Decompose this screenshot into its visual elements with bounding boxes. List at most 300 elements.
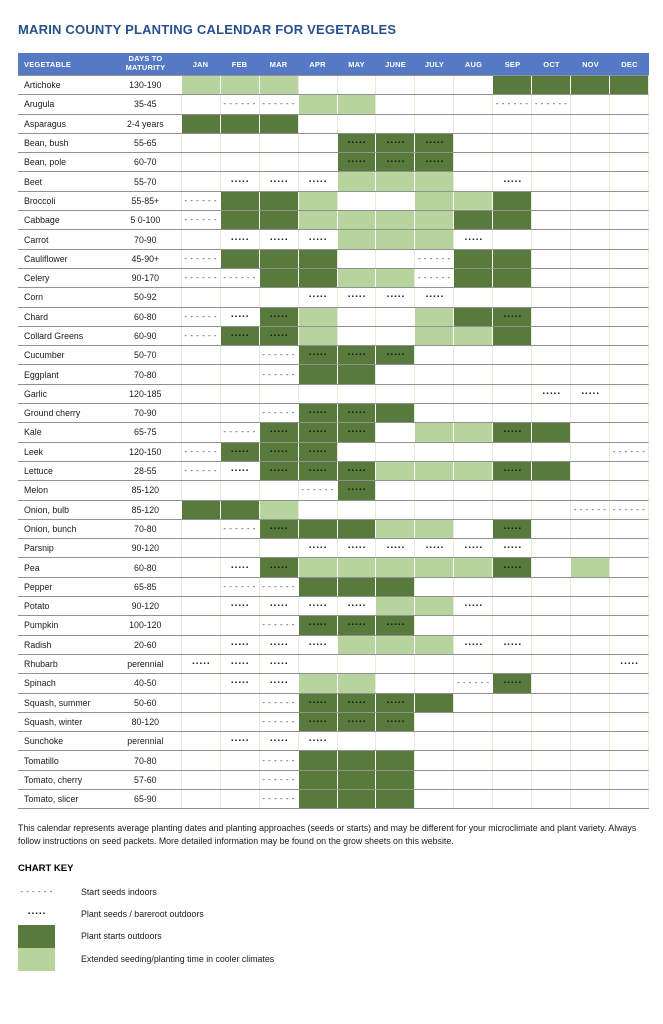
month-cell	[375, 346, 414, 364]
month-cell	[531, 674, 570, 692]
month-cell	[337, 578, 376, 596]
month-cell	[181, 365, 220, 383]
month-cell	[453, 636, 492, 654]
start-seeds-indoors-symbol: - - - - - -	[223, 273, 256, 283]
key-dashes-symbol	[18, 888, 55, 896]
month-cell	[220, 115, 259, 133]
month-cell	[609, 539, 648, 557]
month-cell	[492, 597, 531, 615]
month-cell	[414, 250, 453, 268]
vegetable-name: Sunchoke	[24, 736, 64, 747]
vegetable-name: Onion, bunch	[24, 523, 77, 534]
days-to-maturity-value: 20-60	[134, 639, 157, 650]
month-cell	[375, 327, 414, 345]
plant-seeds-outdoors-symbol: ▪▪▪▪▪	[309, 603, 328, 610]
plant-seeds-outdoors-symbol: ▪▪▪▪▪	[425, 159, 445, 166]
month-cell	[453, 76, 492, 94]
days-to-maturity-value: 70-80	[134, 369, 157, 380]
month-cell	[570, 423, 609, 441]
vegetable-name: Pumpkin	[24, 620, 59, 631]
month-cell	[492, 269, 531, 287]
month-cell	[492, 481, 531, 499]
plant-seeds-outdoors-symbol: ▪▪▪▪▪	[309, 738, 328, 745]
month-cell	[570, 346, 609, 364]
month-cell	[337, 134, 376, 152]
start-seeds-indoors-symbol: - - - - - -	[184, 446, 218, 456]
plant-seeds-outdoors-symbol: ▪▪▪▪▪	[464, 603, 484, 610]
month-cell	[453, 192, 492, 210]
month-cell	[570, 655, 609, 673]
plant-seeds-outdoors-symbol: ▪▪▪▪▪	[231, 313, 250, 320]
days-to-maturity-value: 65-90	[134, 794, 157, 805]
month-cell	[375, 694, 414, 712]
month-cell	[337, 230, 376, 248]
plant-seeds-outdoors-symbol: ▪▪▪▪▪	[270, 429, 289, 436]
month-cell	[337, 211, 376, 229]
month-cell	[453, 694, 492, 712]
start-seeds-indoors-symbol: - - - - - -	[223, 523, 256, 533]
month-cell	[609, 751, 648, 769]
plant-seeds-outdoors-symbol: ▪▪▪▪▪	[503, 429, 523, 436]
month-cell	[375, 250, 414, 268]
month-cell	[492, 288, 531, 306]
month-cell	[609, 230, 648, 248]
days-to-maturity-value: 55-85+	[131, 195, 160, 206]
month-cell	[181, 153, 220, 171]
month-cell	[609, 462, 648, 480]
days-to-maturity-value: 5 0-100	[130, 215, 161, 226]
days-to-maturity-value: 50-92	[134, 292, 157, 303]
month-cell	[531, 230, 570, 248]
days-to-maturity-value: 100-120	[129, 620, 162, 631]
month-cell	[609, 76, 648, 94]
month-cell	[492, 713, 531, 731]
days-to-maturity-value: 85-120	[131, 504, 159, 515]
month-cell	[220, 95, 259, 113]
month-cell	[259, 95, 298, 113]
table-row	[18, 152, 649, 171]
month-cell	[492, 134, 531, 152]
month-cell	[570, 76, 609, 94]
month-cell	[220, 558, 259, 576]
table-row	[18, 191, 649, 210]
vegetable-name: Potato	[24, 601, 50, 612]
month-cell	[298, 211, 337, 229]
month-cell	[337, 597, 376, 615]
month-cell	[570, 230, 609, 248]
plant-seeds-outdoors-symbol: ▪▪▪▪▪	[542, 390, 562, 397]
start-seeds-indoors-symbol: - - - - - -	[262, 774, 295, 784]
month-cell	[337, 655, 376, 673]
month-cell	[375, 211, 414, 229]
month-cell	[375, 192, 414, 210]
month-cell	[181, 308, 220, 326]
month-cell	[298, 385, 337, 403]
month-cell	[414, 230, 453, 248]
table-row	[18, 75, 649, 94]
plant-seeds-outdoors-symbol: ▪▪▪▪▪	[503, 178, 523, 185]
chart-key-label: Plant starts outdoors	[81, 931, 162, 942]
month-cell	[453, 462, 492, 480]
key-dots-symbol	[18, 911, 55, 917]
month-cell	[531, 655, 570, 673]
start-seeds-indoors-symbol: - - - - - -	[612, 504, 646, 514]
days-to-maturity-value: 65-85	[134, 581, 157, 592]
month-headers	[181, 60, 649, 69]
table-row	[18, 307, 649, 326]
month-cell	[298, 790, 337, 808]
vegetable-name: Asparagus	[24, 118, 67, 129]
month-cell	[453, 95, 492, 113]
month-cell	[453, 385, 492, 403]
month-cell	[414, 153, 453, 171]
month-cell	[414, 327, 453, 345]
month-cell	[453, 404, 492, 422]
month-cell	[181, 172, 220, 190]
month-cell	[375, 288, 414, 306]
month-cell	[259, 404, 298, 422]
month-cell	[337, 327, 376, 345]
table-row	[18, 615, 649, 634]
plant-seeds-outdoors-symbol: ▪▪▪▪▪	[347, 140, 367, 147]
month-cell	[298, 346, 337, 364]
days-to-maturity-value: 57-60	[134, 774, 157, 785]
month-cell	[337, 732, 376, 750]
days-to-maturity-value: 35-45	[134, 99, 157, 110]
month-cell	[492, 211, 531, 229]
month-cell	[414, 655, 453, 673]
month-cell	[531, 443, 570, 461]
month-cell	[375, 558, 414, 576]
vegetable-name: Lettuce	[24, 466, 53, 477]
month-cell	[375, 520, 414, 538]
table-row	[18, 229, 649, 248]
month-header: FEB	[231, 59, 248, 69]
plant-seeds-outdoors-symbol: ▪▪▪▪▪	[309, 699, 328, 706]
days-to-maturity-value: 65-75	[134, 427, 157, 438]
month-cell	[259, 771, 298, 789]
month-cell	[492, 153, 531, 171]
month-cell	[531, 346, 570, 364]
table-row	[18, 171, 649, 190]
month-cell	[414, 385, 453, 403]
month-cell	[453, 674, 492, 692]
month-cell	[375, 365, 414, 383]
plant-seeds-outdoors-symbol: ▪▪▪▪▪	[386, 718, 406, 725]
month-cell	[570, 115, 609, 133]
month-cell	[337, 558, 376, 576]
month-cell	[414, 597, 453, 615]
month-cell	[375, 616, 414, 634]
days-to-maturity-value: 28-55	[134, 466, 157, 477]
month-cell	[259, 462, 298, 480]
days-to-maturity-value: 40-50	[134, 678, 157, 689]
month-cell	[531, 423, 570, 441]
month-cell	[181, 674, 220, 692]
month-cell	[531, 134, 570, 152]
month-cell	[259, 481, 298, 499]
month-cell	[453, 520, 492, 538]
month-cell	[181, 790, 220, 808]
plant-seeds-outdoors-symbol: ▪▪▪▪▪	[231, 333, 250, 339]
days-to-maturity-value: 80-120	[131, 716, 159, 727]
month-cell	[570, 365, 609, 383]
month-cell	[414, 520, 453, 538]
start-seeds-indoors-symbol: - - - - - -	[262, 794, 295, 804]
month-cell	[259, 365, 298, 383]
month-cell	[414, 95, 453, 113]
month-cell	[609, 327, 648, 345]
month-cell	[181, 385, 220, 403]
plant-seeds-outdoors-symbol: ▪▪▪▪▪	[347, 294, 367, 301]
vegetable-name: Ground cherry	[24, 408, 81, 419]
vegetable-name: Squash, winter	[24, 716, 83, 727]
vegetable-name: Artichoke	[24, 80, 61, 91]
month-cell	[609, 250, 648, 268]
month-cell	[259, 250, 298, 268]
month-cell	[414, 751, 453, 769]
month-cell	[298, 501, 337, 519]
chart-key-label: Plant seeds / bareroot outdoors	[81, 908, 204, 919]
month-cell	[570, 153, 609, 171]
plant-seeds-outdoors-symbol: ▪▪▪▪▪	[231, 178, 250, 185]
month-cell	[259, 558, 298, 576]
plant-seeds-outdoors-symbol: ▪▪▪▪▪	[270, 603, 289, 610]
days-to-maturity-value: 130-190	[129, 80, 162, 91]
month-header: AUG	[464, 59, 483, 69]
month-cell	[414, 269, 453, 287]
month-header: APR	[309, 59, 326, 69]
month-cell	[337, 539, 376, 557]
start-seeds-indoors-symbol: - - - - - -	[184, 253, 218, 263]
plant-seeds-outdoors-symbol: ▪▪▪▪▪	[425, 294, 445, 301]
month-cell	[375, 578, 414, 596]
plant-seeds-outdoors-symbol: ▪▪▪▪▪	[347, 718, 367, 725]
month-cell	[609, 269, 648, 287]
month-cell	[375, 655, 414, 673]
plant-seeds-outdoors-symbol: ▪▪▪▪▪	[503, 313, 523, 320]
month-cell	[609, 501, 648, 519]
month-cell	[531, 172, 570, 190]
month-cell	[453, 115, 492, 133]
month-cell	[337, 423, 376, 441]
days-to-maturity-value: 55-65	[134, 138, 157, 149]
month-cell	[220, 501, 259, 519]
month-cell	[453, 172, 492, 190]
month-cell	[492, 443, 531, 461]
plant-seeds-outdoors-symbol: ▪▪▪▪▪	[270, 738, 289, 745]
month-cell	[298, 674, 337, 692]
month-cell	[181, 327, 220, 345]
month-cell	[375, 790, 414, 808]
vegetable-name: Cabbage	[24, 215, 60, 226]
month-cell	[375, 269, 414, 287]
vegetable-name: Eggplant	[24, 369, 59, 380]
plant-seeds-outdoors-symbol: ▪▪▪▪▪	[309, 410, 328, 417]
start-seeds-indoors-symbol: - - - - - -	[262, 620, 295, 630]
start-seeds-indoors-symbol: - - - - - -	[184, 215, 218, 225]
month-cell	[570, 636, 609, 654]
month-cell	[609, 365, 648, 383]
month-cell	[337, 520, 376, 538]
month-cell	[298, 655, 337, 673]
month-cell	[492, 327, 531, 345]
month-cell	[337, 771, 376, 789]
month-cell	[531, 751, 570, 769]
month-cell	[181, 713, 220, 731]
days-to-maturity-value: 70-80	[134, 755, 157, 766]
plant-seeds-outdoors-symbol: ▪▪▪▪▪	[309, 236, 328, 243]
start-seeds-indoors-symbol: - - - - - -	[184, 195, 218, 205]
month-cell	[531, 250, 570, 268]
month-cell	[181, 578, 220, 596]
month-cell	[492, 790, 531, 808]
month-cell	[181, 636, 220, 654]
month-cell	[492, 539, 531, 557]
month-cell	[570, 539, 609, 557]
month-cell	[181, 520, 220, 538]
month-cell	[337, 481, 376, 499]
month-cell	[609, 655, 648, 673]
month-cell	[298, 172, 337, 190]
month-cell	[609, 520, 648, 538]
month-cell	[259, 520, 298, 538]
month-cell	[570, 211, 609, 229]
vegetable-name: Parsnip	[24, 543, 54, 554]
vegetable-name: Chard	[24, 311, 48, 322]
plant-seeds-outdoors-symbol: ▪▪▪▪▪	[386, 545, 406, 552]
month-cell	[609, 404, 648, 422]
days-to-maturity-value: 50-70	[134, 350, 157, 361]
month-cell	[181, 192, 220, 210]
month-cell	[453, 327, 492, 345]
vegetable-name: Arugula	[24, 99, 55, 110]
table-row	[18, 654, 649, 673]
chart-key-title: CHART KEY	[18, 862, 74, 874]
month-cell	[414, 732, 453, 750]
month-cell	[531, 288, 570, 306]
plant-seeds-outdoors-symbol: ▪▪▪▪▪	[347, 159, 367, 166]
month-cell	[181, 346, 220, 364]
month-cell	[220, 172, 259, 190]
chart-key-item	[18, 903, 649, 925]
days-to-maturity-value: 90-120	[131, 543, 159, 554]
month-cell	[453, 423, 492, 441]
month-cell	[609, 443, 648, 461]
month-cell	[414, 443, 453, 461]
plant-seeds-outdoors-symbol: ▪▪▪▪▪	[309, 468, 328, 475]
footer-note: This calendar represents average planting dates and planting approaches (seeds or starts) and may be different for your microclimate and plant variety. Always follow instructions on seed packets. More detailed information may be found on the grow sheets on this website.	[18, 823, 637, 847]
month-header: SEP	[504, 59, 521, 69]
month-cell	[375, 404, 414, 422]
chart-key-item	[18, 881, 649, 903]
month-cell	[298, 115, 337, 133]
month-cell	[220, 694, 259, 712]
month-cell	[492, 558, 531, 576]
table-row	[18, 480, 649, 499]
month-cell	[298, 462, 337, 480]
days-to-maturity-value: 90-170	[131, 273, 159, 284]
plant-seeds-outdoors-symbol: ▪▪▪▪▪	[386, 140, 406, 147]
plant-seeds-outdoors-symbol: ▪▪▪▪▪	[464, 641, 484, 648]
month-cell	[492, 230, 531, 248]
vegetable-column-header: VEGETABLE	[24, 59, 72, 69]
month-cell	[570, 385, 609, 403]
month-cell	[259, 539, 298, 557]
table-row	[18, 422, 649, 441]
month-cell	[609, 95, 648, 113]
table-row	[18, 326, 649, 345]
month-cell	[492, 404, 531, 422]
start-seeds-indoors-symbol: - - - - - -	[262, 369, 295, 379]
month-cell	[375, 172, 414, 190]
month-cell	[220, 385, 259, 403]
plant-seeds-outdoors-symbol: ▪▪▪▪▪	[620, 661, 640, 668]
calendar-body	[18, 75, 649, 808]
plant-seeds-outdoors-symbol: ▪▪▪▪▪	[270, 680, 289, 687]
month-cell	[414, 346, 453, 364]
start-seeds-indoors-symbol: - - - - - -	[20, 886, 53, 896]
month-header: OCT	[543, 59, 560, 69]
month-cell	[414, 694, 453, 712]
vegetable-name: Carrot	[24, 234, 49, 245]
vegetable-name: Tomato, slicer	[24, 794, 79, 805]
month-cell	[259, 423, 298, 441]
plant-seeds-outdoors-symbol: ▪▪▪▪▪	[270, 564, 289, 571]
month-cell	[375, 481, 414, 499]
month-cell	[570, 713, 609, 731]
vegetable-name: Squash, summer	[24, 697, 91, 708]
month-cell	[453, 578, 492, 596]
month-cell	[609, 616, 648, 634]
month-cell	[181, 288, 220, 306]
month-cell	[570, 327, 609, 345]
table-row	[18, 442, 649, 461]
table-row	[18, 268, 649, 287]
chart-key-item	[18, 948, 649, 971]
month-cell	[298, 597, 337, 615]
vegetable-name: Bean, bush	[24, 138, 69, 149]
plant-seeds-outdoors-symbol: ▪▪▪▪▪	[347, 622, 367, 629]
month-cell	[453, 501, 492, 519]
month-cell	[259, 115, 298, 133]
month-cell	[492, 172, 531, 190]
month-cell	[220, 481, 259, 499]
month-cell	[181, 616, 220, 634]
month-cell	[181, 230, 220, 248]
month-cell	[453, 230, 492, 248]
month-cell	[609, 578, 648, 596]
month-cell	[570, 95, 609, 113]
month-cell	[414, 636, 453, 654]
month-cell	[414, 481, 453, 499]
month-cell	[375, 385, 414, 403]
month-cell	[337, 616, 376, 634]
month-cell	[259, 211, 298, 229]
month-cell	[453, 134, 492, 152]
vegetable-name: Cucumber	[24, 350, 65, 361]
month-cell	[531, 95, 570, 113]
month-cell	[375, 134, 414, 152]
plant-seeds-outdoors-symbol: ▪▪▪▪▪	[386, 294, 406, 301]
month-cell	[453, 558, 492, 576]
month-cell	[492, 578, 531, 596]
table-row	[18, 693, 649, 712]
month-cell	[492, 462, 531, 480]
month-cell	[259, 616, 298, 634]
table-row	[18, 133, 649, 152]
plant-seeds-outdoors-symbol: ▪▪▪▪▪	[503, 468, 523, 475]
